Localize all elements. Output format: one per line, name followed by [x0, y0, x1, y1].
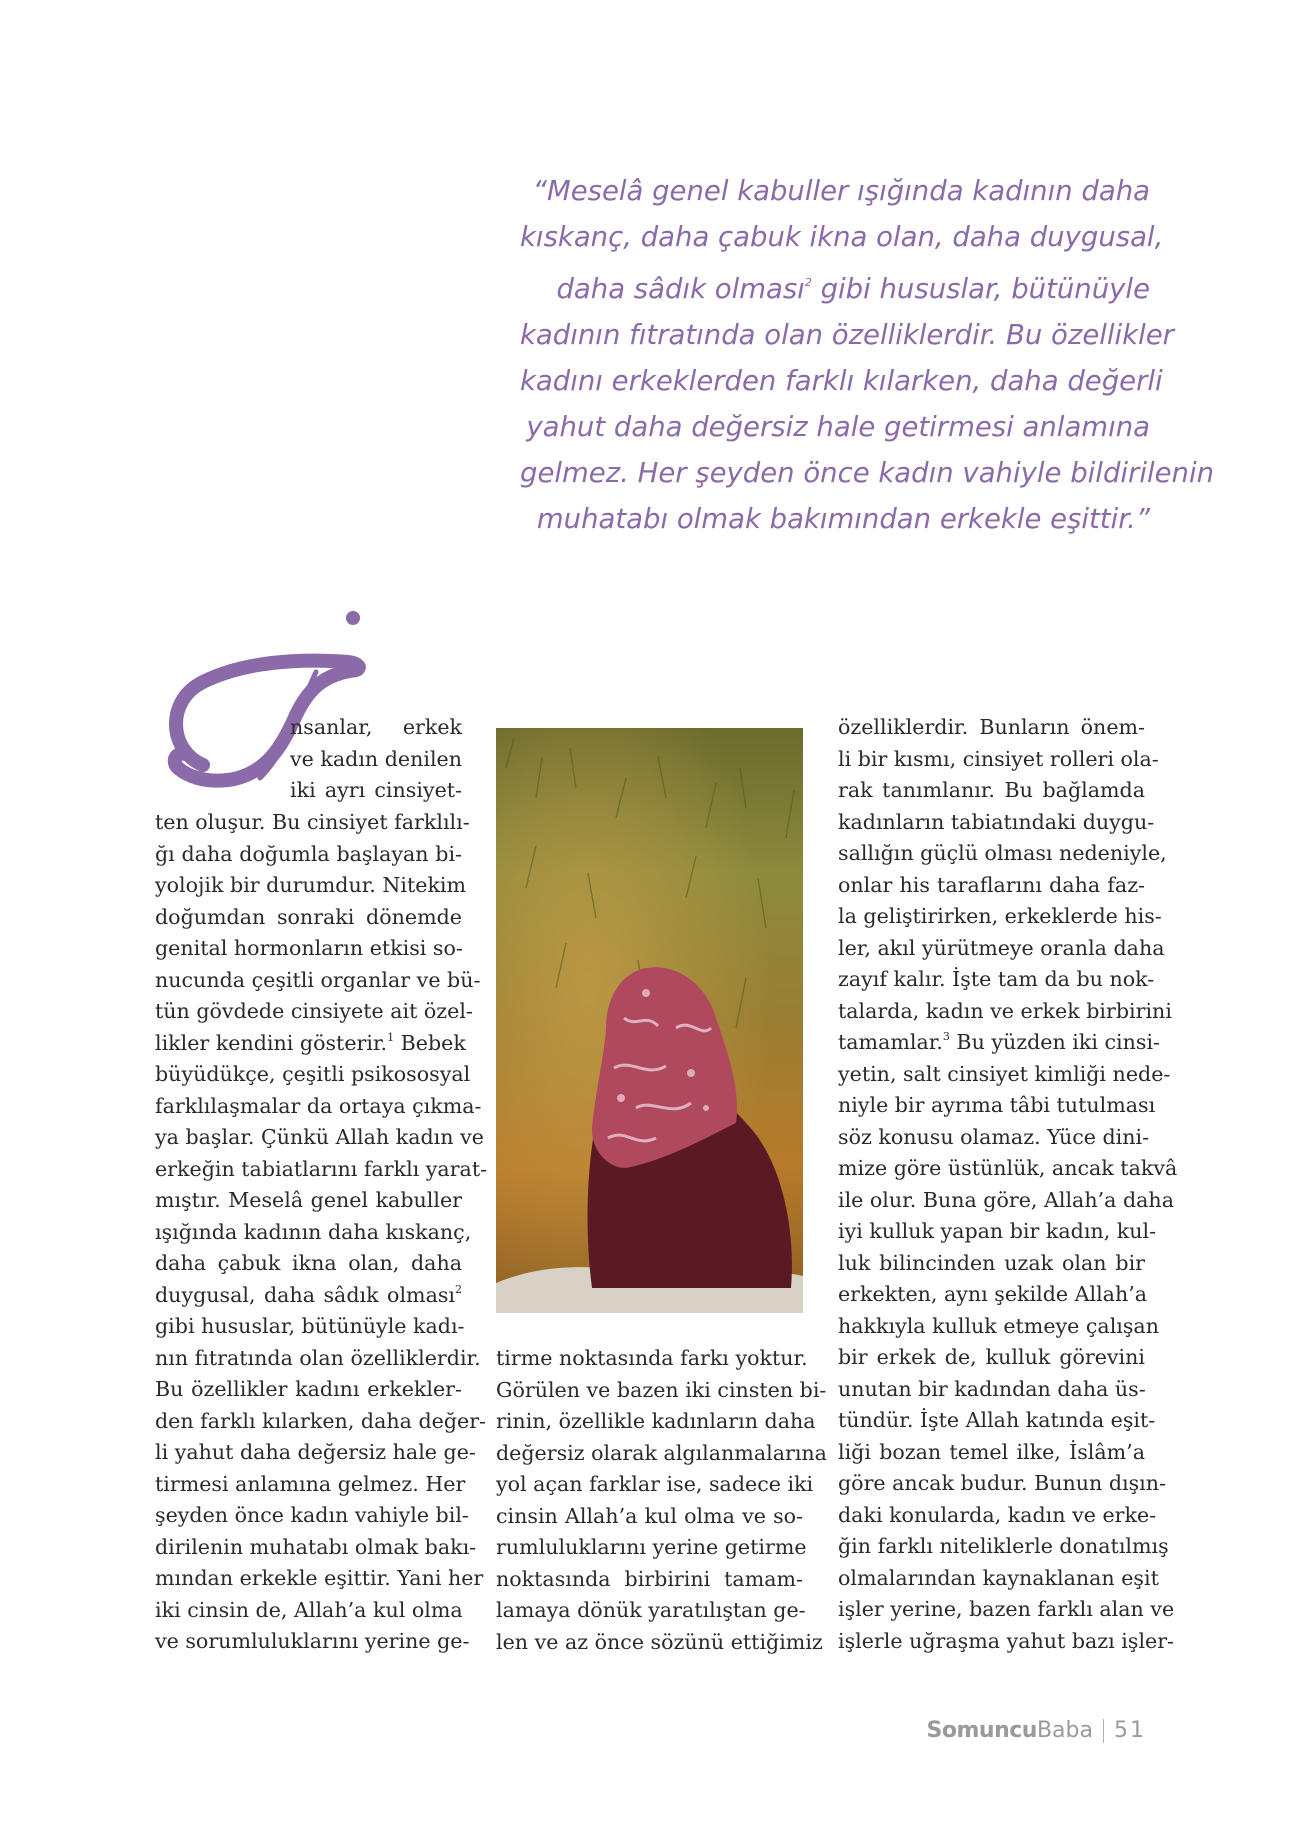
- text-line: yol açan farklar ise, sadece iki: [496, 1472, 814, 1496]
- text-line: niyle bir ayrıma tâbi tutulması: [838, 1093, 1156, 1117]
- text-line: işler yerine, bazen farklı alan ve: [838, 1597, 1175, 1621]
- text-line: gibi hususlar, bütünüyle kadı-: [155, 1314, 465, 1338]
- text-line: işlerle uğraşma yahut bazı işler-: [838, 1628, 1175, 1653]
- text-line: luk bilincinden uzak olan bir: [838, 1250, 1145, 1275]
- text-line: erkeğin tabiatlarını farklı yarat-: [155, 1156, 488, 1181]
- text-line: ler, akıl yürütmeye oranla daha: [838, 935, 1165, 960]
- text-line: ve kadın denilen: [290, 746, 462, 771]
- text-line: rumluluklarını yerine getirme: [496, 1535, 807, 1559]
- text-line: rinin, özellikle kadınların daha: [496, 1409, 816, 1433]
- text-line: ışığında kadının daha kıskanç,: [155, 1219, 472, 1244]
- pull-quote-line: kıskanç, daha çabuk ikna olan, daha duygusal,: [520, 221, 1164, 253]
- text-line: iyi kulluk yapan bir kadın, kul-: [838, 1219, 1157, 1243]
- text-line: unutan bir kadından daha üs-: [838, 1376, 1146, 1401]
- text-line: tündür. İşte Allah katında eşit-: [838, 1408, 1156, 1432]
- text-line: iki ayrı cinsiyet-: [290, 778, 462, 802]
- text-line: şeyden önce kadın vahiyle bil-: [155, 1503, 469, 1527]
- text-line: la geliştirirken, erkeklerde his-: [838, 904, 1162, 928]
- text-line: tirmesi anlamına gelmez. Her: [155, 1471, 466, 1496]
- footnote-ref: 3: [942, 1030, 950, 1043]
- footnote-ref: 2: [455, 1282, 462, 1296]
- text-line: erkekten, aynı şekilde Allah’a: [838, 1282, 1148, 1306]
- text-line: tün gövdede cinsiyete ait özel-: [155, 999, 473, 1023]
- text-line: nın fıtratında olan özelliklerdir.: [155, 1345, 481, 1370]
- text-line: len ve az önce sözünü ettiğimiz: [496, 1629, 823, 1654]
- article-column-1: [155, 807, 488, 1658]
- text-line: onlar his taraflarını daha faz-: [838, 872, 1145, 897]
- text-line: büyüdükçe, çeşitli psikososyal: [155, 1062, 471, 1086]
- text-line: noktasında birbirini tamam-: [496, 1566, 803, 1591]
- pull-quote-line: yahut daha değersiz hale getirmesi anlamına: [526, 411, 1150, 443]
- text-line: den farklı kılarken, daha değer-: [155, 1408, 487, 1433]
- woman-in-headscarf-photo: [496, 728, 803, 1313]
- pull-quote-line: “Meselâ genel kabuller ışığında kadının daha: [532, 175, 1150, 207]
- text-line: zayıf kalır. İşte tam da bu nok-: [838, 967, 1155, 991]
- article-column-2: [496, 1343, 827, 1658]
- article-column-3: [838, 712, 1178, 1657]
- footnote-ref: 1: [387, 1030, 395, 1044]
- text-line: iki cinsin de, Allah’a kul olma: [155, 1597, 463, 1622]
- text-line: duygusal, daha sâdık olması$^2$: [155, 1282, 462, 1307]
- text-line: sallığın güçlü olması nedeniyle,: [838, 841, 1167, 865]
- text-line: nucunda çeşitli organlar ve bü-: [155, 967, 481, 992]
- article-column-1-intro: [290, 712, 462, 807]
- text-line: talarda, kadın ve erkek birbirini: [838, 998, 1172, 1023]
- text-line: tamamlar.$^3$ Bu yüzden iki cinsi-: [838, 1030, 1161, 1054]
- text-line: Bu özellikler kadını erkekler-: [155, 1377, 462, 1401]
- text-line: doğumdan sonraki dönemde: [155, 904, 462, 929]
- text-line: göre ancak budur. Bunun dışın-: [838, 1471, 1166, 1495]
- text-line: mıştır. Meselâ genel kabuller: [155, 1188, 462, 1212]
- text-line: kadınların tabiatındaki duygu-: [838, 809, 1155, 834]
- footnote-ref: 2: [804, 276, 812, 289]
- page-number: 51: [1114, 1718, 1146, 1743]
- text-line: tirme noktasında farkı yoktur.: [496, 1346, 808, 1370]
- magazine-brand: SomuncuBaba: [926, 1718, 1093, 1743]
- text-line: yetin, salt cinsiyet kimliği nede-: [838, 1061, 1171, 1086]
- text-line: mize göre üstünlük, ancak takvâ: [838, 1156, 1178, 1180]
- text-line: likler kendini gösterir.$^1$ Bebek: [155, 1030, 466, 1055]
- footer-divider: [1103, 1719, 1104, 1743]
- text-line: li yahut daha değersiz hale ge-: [155, 1440, 476, 1464]
- text-line: ya başlar. Çünkü Allah kadın ve: [155, 1125, 484, 1149]
- text-line: bir erkek de, kulluk görevini: [838, 1345, 1145, 1369]
- pull-quote-line: daha sâdık olması$^2$ gibi hususlar, bütünüyle: [556, 273, 1150, 305]
- text-line: hakkıyla kulluk etmeye çalışan: [838, 1313, 1159, 1338]
- text-line: nsanlar, erkek: [290, 715, 462, 739]
- text-line: değersiz olarak algılanmalarına: [496, 1440, 827, 1465]
- text-line: lamaya dönük yaratılıştan ge-: [496, 1598, 806, 1622]
- text-line: cinsin Allah’a kul olma ve so-: [496, 1503, 803, 1528]
- text-line: dirilenin muhatabı olmak bakı-: [155, 1534, 477, 1559]
- text-line: ğin farklı niteliklerle donatılmış: [838, 1534, 1169, 1558]
- pull-quote: [520, 168, 1215, 542]
- pull-quote-line: kadını erkeklerden farklı kılarken, daha değerli: [520, 365, 1163, 397]
- text-line: genital hormonların etkisi so-: [155, 936, 463, 960]
- text-line: liği bozan temel ilke, İslâm’a: [838, 1439, 1145, 1464]
- pull-quote-line: kadının fıtratında olan özelliklerdir. Bu özellikler: [520, 319, 1174, 351]
- text-line: rak tanımlanır. Bu bağlamda: [838, 778, 1145, 802]
- text-line: olmalarından kaynaklanan eşit: [838, 1565, 1159, 1590]
- text-line: Görülen ve bazen iki cinsten bi-: [496, 1377, 827, 1402]
- text-line: daki konularda, kadın ve erke-: [838, 1502, 1157, 1527]
- text-line: farklılaşmalar da ortaya çıkma-: [155, 1093, 482, 1118]
- text-line: özelliklerdir. Bunların önem-: [838, 715, 1145, 739]
- pull-quote-line: muhatabı olmak bakımından erkekle eşittir.”: [536, 503, 1150, 535]
- text-line: ten oluşur. Bu cinsiyet farklılı-: [155, 810, 470, 834]
- text-line: yolojik bir durumdur. Nitekim: [155, 873, 467, 897]
- page-footer: [927, 1718, 1146, 1743]
- text-line: li bir kısmı, cinsiyet rolleri ola-: [838, 746, 1159, 771]
- text-line: daha çabuk ikna olan, daha: [155, 1251, 462, 1275]
- text-line: söz konusu olamaz. Yüce dini-: [838, 1124, 1150, 1149]
- pull-quote-line: gelmez. Her şeyden önce kadın vahiyle bildirilenin: [520, 457, 1215, 489]
- text-line: ve sorumluluklarını yerine ge-: [155, 1629, 470, 1653]
- text-line: ile olur. Buna göre, Allah’a daha: [838, 1187, 1174, 1212]
- text-line: mından erkekle eşittir. Yani her: [155, 1566, 484, 1590]
- text-line: ğı daha doğumla başlayan bi-: [155, 841, 462, 866]
